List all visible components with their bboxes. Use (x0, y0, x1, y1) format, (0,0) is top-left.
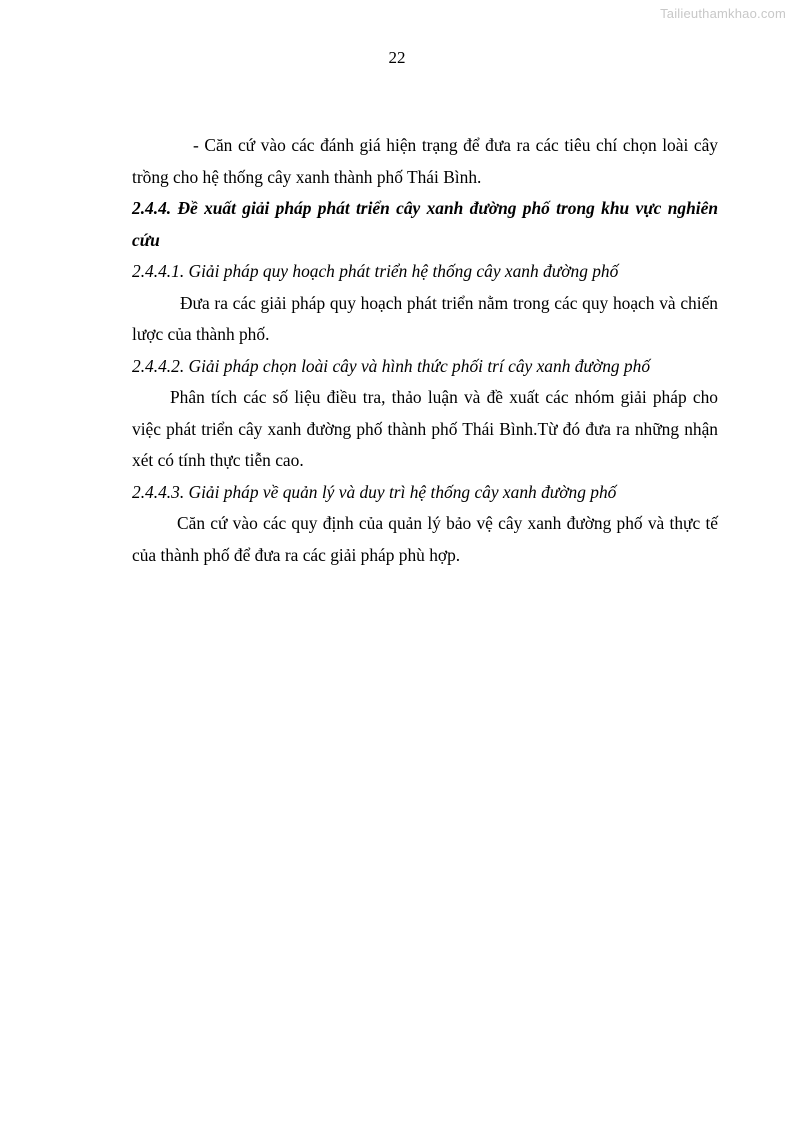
paragraph-species-selection: Phân tích các số liệu điều tra, thảo luận và đề xuất các nhóm giải pháp cho việc phát triển cây xanh đường phố thành phố Thái Bình.Từ đó đưa ra những nhận xét có tính thực tiễn cao. (132, 387, 718, 470)
section-heading-2-4-4: 2.4.4. Đề xuất giải pháp phát triển cây xanh đường phố trong khu vực nghiên cứu (132, 198, 718, 250)
subsection-heading-2-4-4-3: 2.4.4.3. Giải pháp về quản lý và duy trì hệ thống cây xanh đường phố (132, 481, 617, 502)
paragraph-planning-solutions: Đưa ra các giải pháp quy hoạch phát triển nằm trong các quy hoạch và chiến lược của thành phố. (132, 292, 718, 344)
paragraph-criteria: - Căn cứ vào các đánh giá hiện trạng để đưa ra các tiêu chí chọn loài cây trồng cho hệ thống cây xanh thành phố Thái Bình. (132, 135, 718, 187)
page-number: 22 (388, 48, 406, 67)
watermark: Tailieuthamkhao.com (660, 6, 786, 21)
subsection-heading-2-4-4-2: 2.4.4.2. Giải pháp chọn loài cây và hình thức phối trí cây xanh đường phố (132, 355, 651, 376)
subsection-heading-2-4-4-1: 2.4.4.1. Giải pháp quy hoạch phát triển hệ thống cây xanh đường phố (132, 261, 619, 281)
paragraph-management-solutions: Căn cứ vào các quy định của quản lý bảo vệ cây xanh đường phố và thực tế của thành phố để đưa ra các giải pháp phù hợp. (132, 513, 718, 565)
document-body (132, 130, 718, 571)
